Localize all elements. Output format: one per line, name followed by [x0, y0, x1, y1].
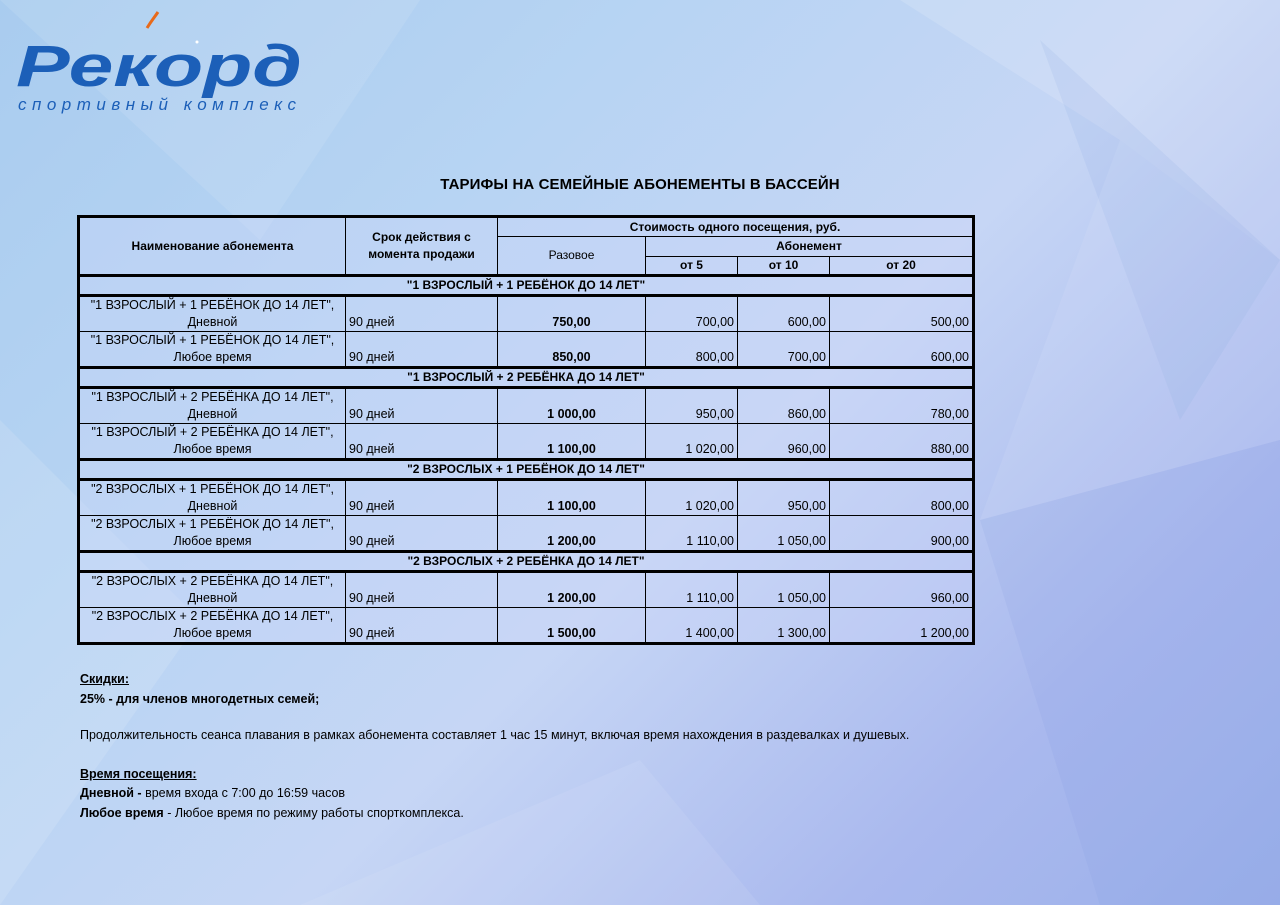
table-row [79, 572, 974, 608]
price-from5: 1 020,00 [646, 480, 738, 516]
price-from20: 780,00 [830, 388, 974, 424]
price-from5: 800,00 [646, 332, 738, 368]
header-from20: от 20 [830, 257, 974, 276]
subscription-name-line2: Дневной [187, 591, 238, 605]
subscription-name-line1: "2 ВЗРОСЛЫХ + 1 РЕБЁНОК ДО 14 ЛЕТ", [91, 482, 334, 496]
tariff-table-body [79, 276, 974, 644]
discount-line: 25% - для членов многодетных семей; [80, 691, 320, 706]
validity-period: 90 дней [346, 480, 498, 516]
group-label: "2 ВЗРОСЛЫХ + 1 РЕБЁНОК ДО 14 ЛЕТ" [79, 460, 974, 480]
brand-name: Рекорд [16, 34, 302, 99]
table-row [79, 480, 974, 516]
subscription-name [79, 516, 346, 552]
daytime-desc: время входа с 7:00 до 16:59 часов [141, 786, 346, 800]
single-price: 1 200,00 [498, 516, 646, 552]
subscription-name-line2: Дневной [187, 315, 238, 329]
header-cost: Стоимость одного посещения, руб. [498, 217, 974, 237]
price-from5: 1 020,00 [646, 424, 738, 460]
subscription-name-line2: Дневной [187, 407, 238, 421]
group-header-row [79, 460, 974, 480]
price-from20: 500,00 [830, 296, 974, 332]
price-from10: 860,00 [738, 388, 830, 424]
group-header-row [79, 368, 974, 388]
validity-period: 90 дней [346, 608, 498, 644]
tariff-table [77, 215, 975, 645]
price-from20: 1 200,00 [830, 608, 974, 644]
subscription-name-line2: Любое время [173, 626, 252, 640]
visit-heading: Время посещения: [80, 766, 197, 781]
header-name: Наименование абонемента [79, 217, 346, 276]
price-from5: 1 400,00 [646, 608, 738, 644]
subscription-name-line2: Дневной [187, 499, 238, 513]
price-from10: 1 050,00 [738, 572, 830, 608]
price-from10: 950,00 [738, 480, 830, 516]
group-label: "1 ВЗРОСЛЫЙ + 2 РЕБЁНКА ДО 14 ЛЕТ" [79, 368, 974, 388]
notes-section [80, 670, 909, 823]
page-title: ТАРИФЫ НА СЕМЕЙНЫЕ АБОНЕМЕНТЫ В БАССЕЙН [440, 176, 840, 193]
header-from10: от 10 [738, 257, 830, 276]
subscription-name [79, 572, 346, 608]
validity-period: 90 дней [346, 296, 498, 332]
group-label: "2 ВЗРОСЛЫХ + 2 РЕБЁНКА ДО 14 ЛЕТ" [79, 552, 974, 572]
header-period: Срок действия с момента продажи [346, 217, 498, 276]
group-header-row [79, 552, 974, 572]
subscription-name-line2: Любое время [173, 534, 252, 548]
table-row [79, 388, 974, 424]
subscription-name [79, 388, 346, 424]
price-from5: 1 110,00 [646, 572, 738, 608]
single-price: 1 200,00 [498, 572, 646, 608]
price-from10: 1 300,00 [738, 608, 830, 644]
duration-line: Продолжительность сеанса плавания в рамках абонемента составляет 1 час 15 минут, включая время нахождения в раздевалках и душевых. [80, 728, 910, 742]
price-from10: 1 050,00 [738, 516, 830, 552]
single-price: 1 000,00 [498, 388, 646, 424]
brand-tagline: спортивный комплекс [18, 95, 296, 114]
price-from20: 960,00 [830, 572, 974, 608]
validity-period: 90 дней [346, 572, 498, 608]
single-price: 1 100,00 [498, 424, 646, 460]
price-from10: 600,00 [738, 296, 830, 332]
single-price: 850,00 [498, 332, 646, 368]
anytime-desc: - Любое время по режиму работы спорткомплекса. [163, 805, 464, 820]
table-row [79, 332, 974, 368]
subscription-name [79, 424, 346, 460]
subscription-name [79, 332, 346, 368]
table-row [79, 516, 974, 552]
subscription-name-line1: "2 ВЗРОСЛЫХ + 2 РЕБЁНКА ДО 14 ЛЕТ", [91, 609, 334, 623]
subscription-name [79, 296, 346, 332]
single-price: 750,00 [498, 296, 646, 332]
single-price: 1 100,00 [498, 480, 646, 516]
header-single: Разовое [498, 237, 646, 276]
subscription-name-line1: "2 ВЗРОСЛЫХ + 2 РЕБЁНКА ДО 14 ЛЕТ", [91, 574, 334, 588]
brand-logo [12, 8, 312, 118]
header-subscription: Абонемент [646, 237, 974, 257]
subscription-name [79, 608, 346, 644]
validity-period: 90 дней [346, 516, 498, 552]
subscription-name-line1: "2 ВЗРОСЛЫХ + 1 РЕБЁНОК ДО 14 ЛЕТ", [91, 517, 334, 531]
subscription-name [79, 480, 346, 516]
subscription-name-line1: "1 ВЗРОСЛЫЙ + 1 РЕБЁНОК ДО 14 ЛЕТ", [90, 333, 335, 347]
price-from10: 960,00 [738, 424, 830, 460]
header-from5: от 5 [646, 257, 738, 276]
price-from20: 800,00 [830, 480, 974, 516]
discounts-heading: Скидки: [80, 672, 130, 686]
subscription-name-line2: Любое время [173, 442, 252, 456]
daytime-term: Дневной - [80, 786, 142, 800]
validity-period: 90 дней [346, 388, 498, 424]
single-price: 1 500,00 [498, 608, 646, 644]
group-header-row [79, 276, 974, 296]
price-from5: 950,00 [646, 388, 738, 424]
table-row [79, 296, 974, 332]
subscription-name-line1: "1 ВЗРОСЛЫЙ + 2 РЕБЁНКА ДО 14 ЛЕТ", [91, 390, 334, 404]
price-from20: 900,00 [830, 516, 974, 552]
price-from5: 700,00 [646, 296, 738, 332]
subscription-name-line1: "1 ВЗРОСЛЫЙ + 1 РЕБЁНОК ДО 14 ЛЕТ", [90, 298, 335, 312]
group-label: "1 ВЗРОСЛЫЙ + 1 РЕБЁНОК ДО 14 ЛЕТ" [79, 276, 974, 296]
subscription-name-line2: Любое время [173, 350, 252, 364]
table-row [79, 608, 974, 644]
price-from20: 600,00 [830, 332, 974, 368]
validity-period: 90 дней [346, 424, 498, 460]
subscription-name-line1: "1 ВЗРОСЛЫЙ + 2 РЕБЁНКА ДО 14 ЛЕТ", [91, 425, 334, 439]
daytime-note [80, 784, 909, 804]
validity-period: 90 дней [346, 332, 498, 368]
anytime-note [80, 804, 909, 824]
table-row [79, 424, 974, 460]
anytime-term: Любое время [80, 805, 164, 820]
price-from5: 1 110,00 [646, 516, 738, 552]
price-from20: 880,00 [830, 424, 974, 460]
price-from10: 700,00 [738, 332, 830, 368]
